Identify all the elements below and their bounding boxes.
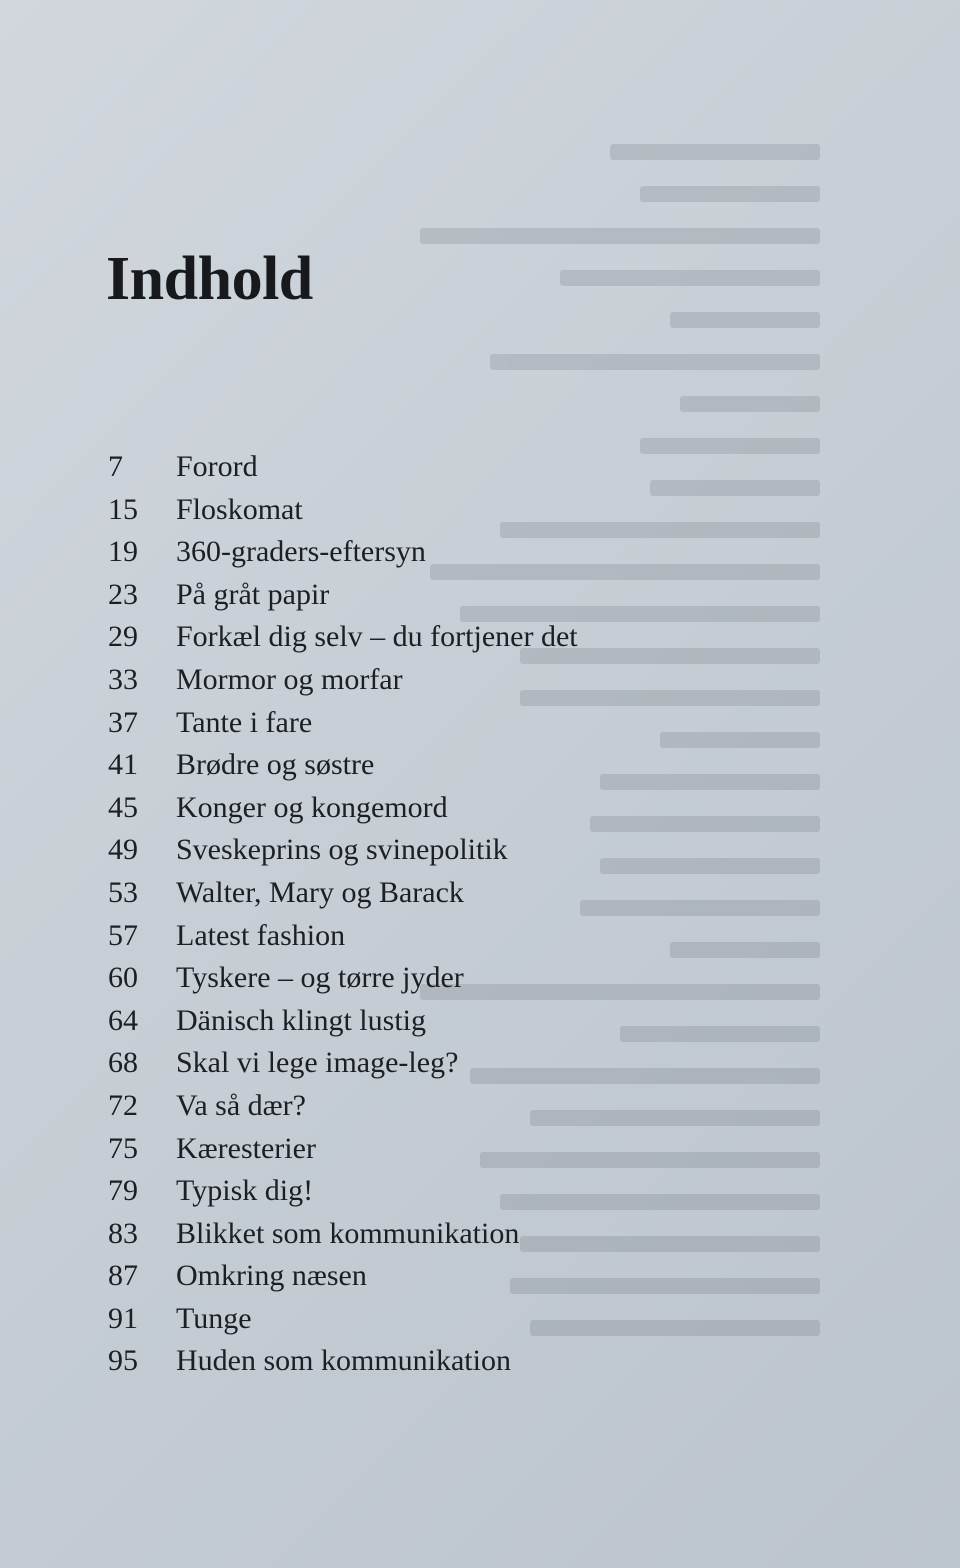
- toc-entry: [108, 531, 828, 574]
- toc-entry: [108, 957, 828, 1000]
- toc-page-number: 91: [108, 1301, 138, 1335]
- toc-page-number: 68: [108, 1046, 138, 1080]
- toc-chapter-title: 360-graders-eftersyn: [176, 535, 426, 569]
- toc-entry: [108, 616, 828, 659]
- toc-chapter-title: Mormor og morfar: [176, 662, 403, 696]
- toc-entry: [108, 446, 828, 489]
- toc-page-number: 7: [108, 450, 123, 483]
- toc-page-number: 72: [108, 1088, 138, 1122]
- toc-page-number: 23: [108, 577, 138, 611]
- toc-entry: [108, 1000, 828, 1043]
- page-title: Indhold: [106, 245, 313, 313]
- toc-entry: [108, 659, 828, 702]
- toc-entry: [108, 1255, 828, 1298]
- toc-entry: [108, 744, 828, 787]
- toc-entry: [108, 1170, 828, 1213]
- toc-entry: [108, 1298, 828, 1341]
- toc-page-number: 57: [108, 918, 138, 952]
- toc-chapter-title: Konger og kongemord: [176, 790, 448, 824]
- toc-chapter-title: Skal vi lege image-leg?: [176, 1046, 459, 1080]
- toc-chapter-title: Forkæl dig selv – du fortjener det: [176, 620, 578, 654]
- toc-entry: [108, 702, 828, 745]
- toc-chapter-title: Tyskere – og tørre jyder: [176, 961, 464, 995]
- toc-entry: [108, 489, 828, 532]
- toc-chapter-title: Sveskeprins og svinepolitik: [176, 833, 508, 867]
- toc-chapter-title: Huden som kommunikation: [176, 1344, 511, 1378]
- toc-chapter-title: Floskomat: [176, 492, 303, 526]
- toc-entry: [108, 1213, 828, 1256]
- table-of-contents: [108, 446, 828, 1383]
- toc-page-number: 75: [108, 1131, 138, 1165]
- toc-page-number: 95: [108, 1344, 138, 1378]
- toc-entry: [108, 1085, 828, 1128]
- toc-page-number: 53: [108, 875, 138, 909]
- toc-chapter-title: Blikket som kommunikation: [176, 1216, 520, 1250]
- toc-page-number: 60: [108, 961, 138, 995]
- toc-chapter-title: Latest fashion: [176, 918, 346, 952]
- toc-page-number: 33: [108, 662, 138, 696]
- toc-page-number: 15: [108, 492, 138, 526]
- toc-entry: [108, 574, 828, 617]
- toc-entry: [108, 1340, 828, 1383]
- toc-chapter-title: Va så dær?: [176, 1088, 306, 1122]
- toc-entry: [108, 915, 828, 958]
- toc-chapter-title: Brødre og søstre: [176, 748, 375, 782]
- toc-page-number: 87: [108, 1259, 138, 1293]
- toc-chapter-title: På gråt papir: [176, 577, 330, 611]
- toc-page-number: 83: [108, 1216, 138, 1250]
- toc-page-number: 49: [108, 833, 138, 867]
- toc-chapter-title: Kæresterier: [176, 1131, 316, 1165]
- toc-chapter-title: Tante i fare: [176, 705, 313, 739]
- toc-entry: [108, 829, 828, 872]
- toc-chapter-title: Typisk dig!: [176, 1174, 314, 1208]
- toc-chapter-title: Forord: [176, 450, 258, 483]
- toc-page-number: 19: [108, 535, 138, 569]
- toc-chapter-title: Omkring næsen: [176, 1259, 367, 1293]
- toc-page-number: 37: [108, 705, 138, 739]
- toc-page-number: 45: [108, 790, 138, 824]
- toc-page-number: 64: [108, 1003, 138, 1037]
- toc-page-number: 29: [108, 620, 138, 654]
- toc-entry: [108, 1042, 828, 1085]
- toc-chapter-title: Walter, Mary og Barack: [176, 875, 464, 909]
- toc-entry: [108, 1128, 828, 1171]
- toc-chapter-title: Dänisch klingt lustig: [176, 1003, 426, 1037]
- toc-page-number: 79: [108, 1174, 138, 1208]
- toc-entry: [108, 787, 828, 830]
- toc-page-number: 41: [108, 748, 138, 782]
- toc-entry: [108, 872, 828, 915]
- toc-chapter-title: Tunge: [176, 1301, 252, 1335]
